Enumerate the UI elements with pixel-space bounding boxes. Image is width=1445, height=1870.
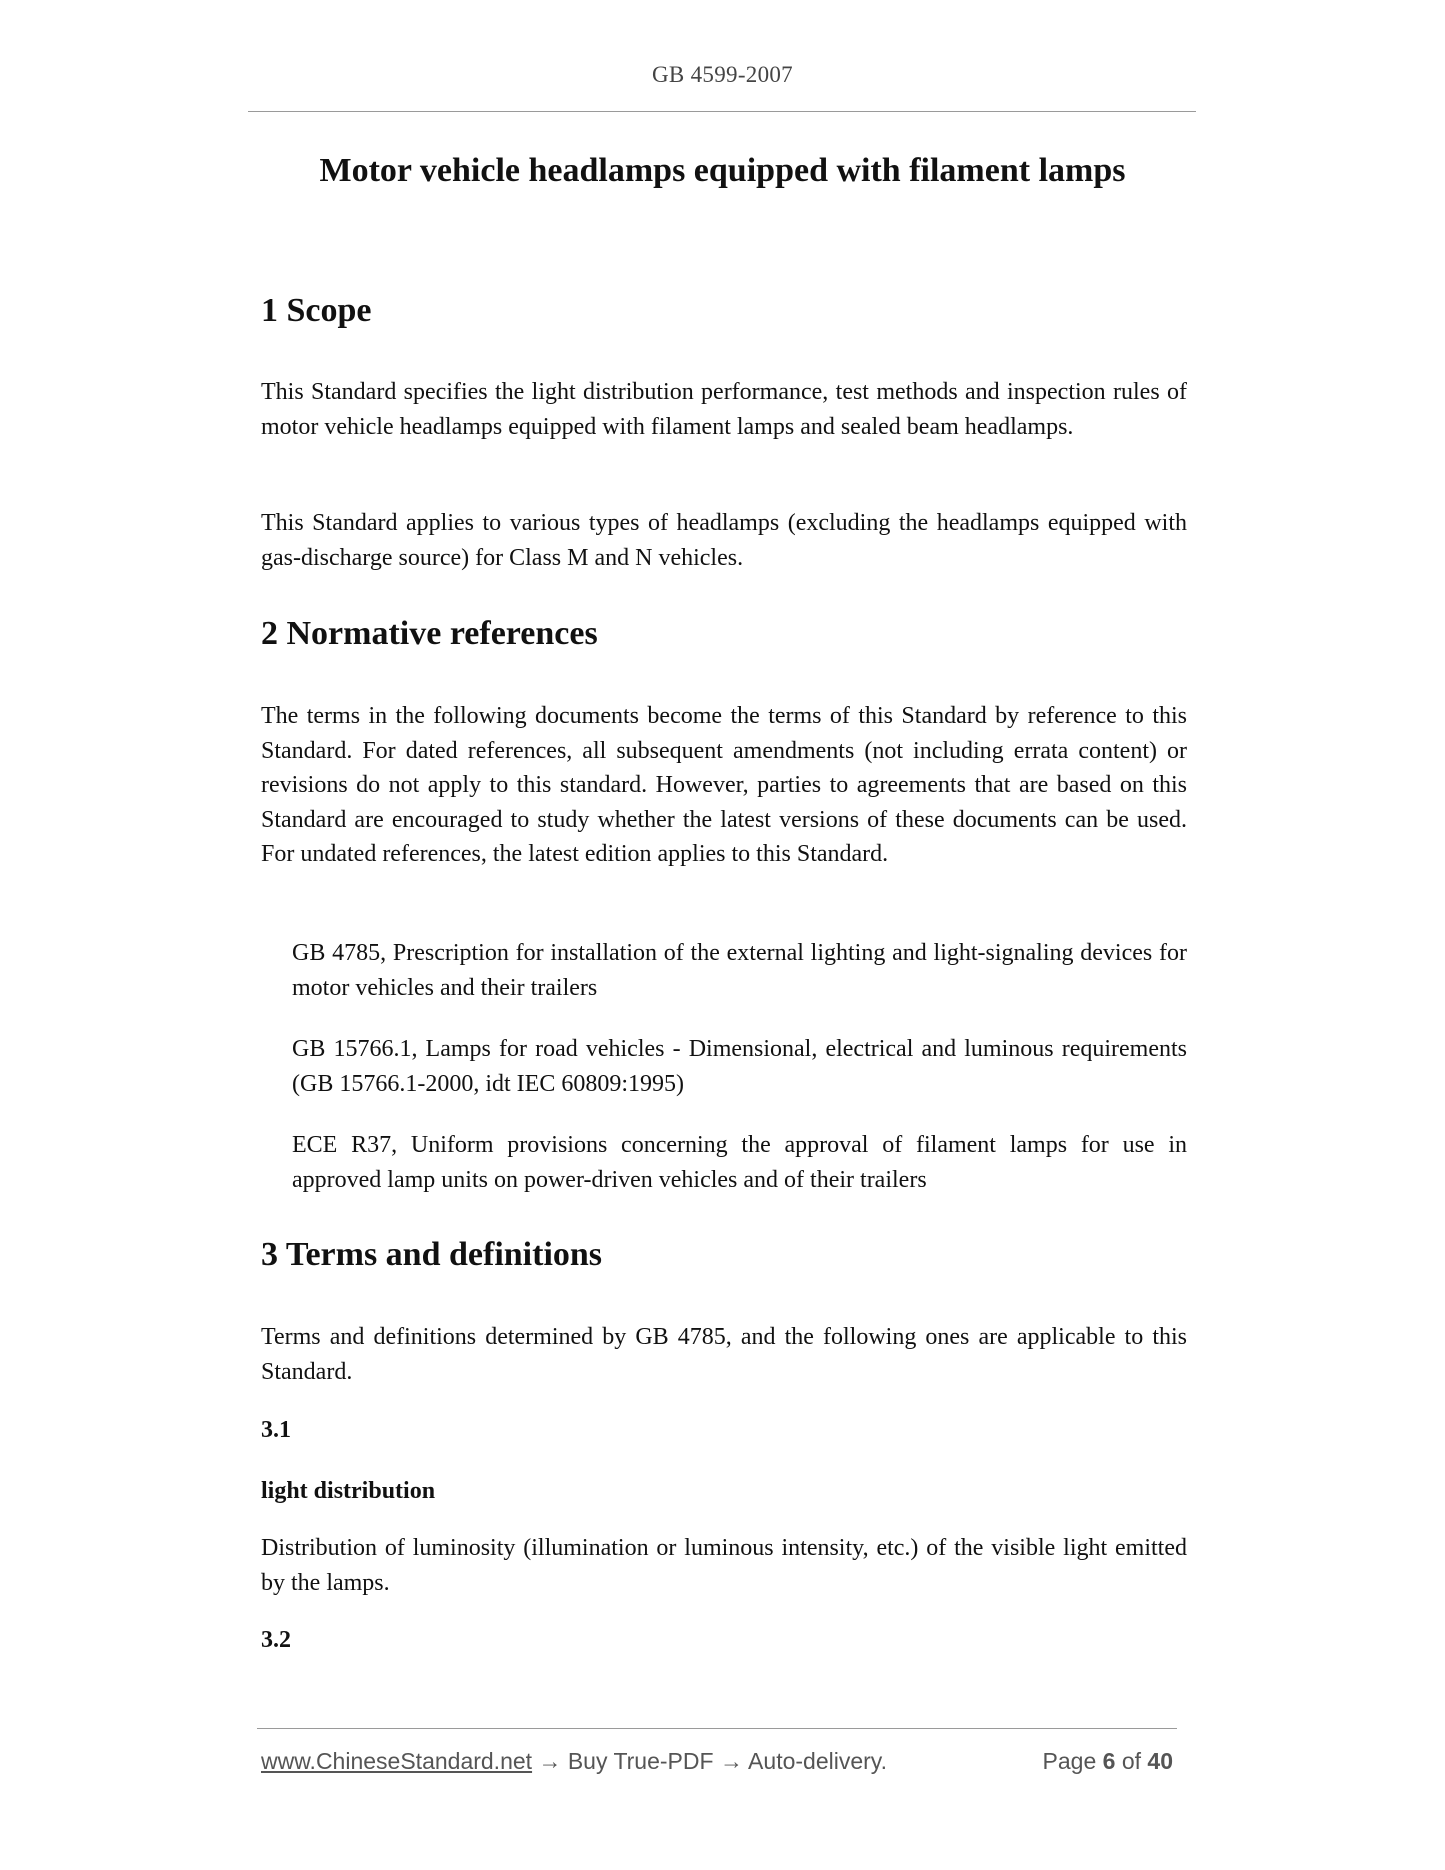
reference-item-gb15766: GB 15766.1, Lamps for road vehicles - Dimensional, electrical and luminous requirements (GB 15766.1-2000, idt IEC 60809:1995) bbox=[292, 1036, 1187, 1097]
page-word: Page bbox=[1042, 1748, 1097, 1774]
footer-buy-text: → Buy True-PDF bbox=[532, 1748, 720, 1774]
footer-divider bbox=[257, 1728, 1177, 1729]
section-heading-normative-references: 2 Normative references bbox=[261, 615, 598, 652]
term-number-3-2: 3.2 bbox=[261, 1627, 291, 1653]
term-definition-light-distribution: Distribution of luminosity (illumination or luminous intensity, etc.) of the visible light emitted by the lamps. bbox=[261, 1535, 1187, 1596]
page-total: 40 bbox=[1147, 1748, 1173, 1774]
page-footer bbox=[261, 1748, 1181, 1780]
page-number: 6 bbox=[1102, 1748, 1116, 1774]
normative-paragraph: The terms in the following documents become the terms of this Standard by reference to this Standard. For dated references, all subsequent amendments (not including errata content) or revisions do not apply to this standard. However, parties to agreements that are based on this Standard are encouraged to study whether the latest versions of these documents can be used. For undated references, the latest edition applies to this Standard. bbox=[261, 703, 1187, 867]
scope-paragraph-2: This Standard applies to various types of headlamps (excluding the headlamps equipped with gas-discharge source) for Class M and N vehicles. bbox=[261, 510, 1187, 571]
terms-paragraph: Terms and definitions determined by GB 4785, and the following ones are applicable to this Standard. bbox=[261, 1324, 1187, 1385]
document-title: Motor vehicle headlamps equipped with filament lamps bbox=[319, 152, 1126, 189]
section-heading-terms: 3 Terms and definitions bbox=[261, 1236, 603, 1273]
reference-item-ece-r37: ECE R37, Uniform provisions concerning the approval of filament lamps for use in approved lamp units on power-driven vehicles and of their trailers bbox=[292, 1132, 1187, 1193]
page-indicator bbox=[1043, 1748, 1173, 1775]
term-number-3-1: 3.1 bbox=[261, 1417, 291, 1443]
site-link[interactable]: www.ChineseStandard.net bbox=[261, 1748, 533, 1774]
reference-item-gb4785: GB 4785, Prescription for installation of the external lighting and light-signaling devices for motor vehicles and their trailers bbox=[292, 940, 1187, 1001]
term-label-light-distribution: light distribution bbox=[261, 1478, 436, 1504]
page-header-code: GB 4599-2007 bbox=[652, 62, 793, 87]
of-word: of bbox=[1121, 1748, 1142, 1774]
header-divider bbox=[248, 111, 1196, 112]
scope-paragraph-1: This Standard specifies the light distribution performance, test methods and inspection rules of motor vehicle headlamps equipped with filament lamps and sealed beam headlamps. bbox=[261, 379, 1187, 440]
footer-promo bbox=[261, 1748, 887, 1775]
section-heading-scope: 1 Scope bbox=[261, 292, 372, 329]
footer-delivery-text: → Auto-delivery. bbox=[719, 1748, 887, 1774]
